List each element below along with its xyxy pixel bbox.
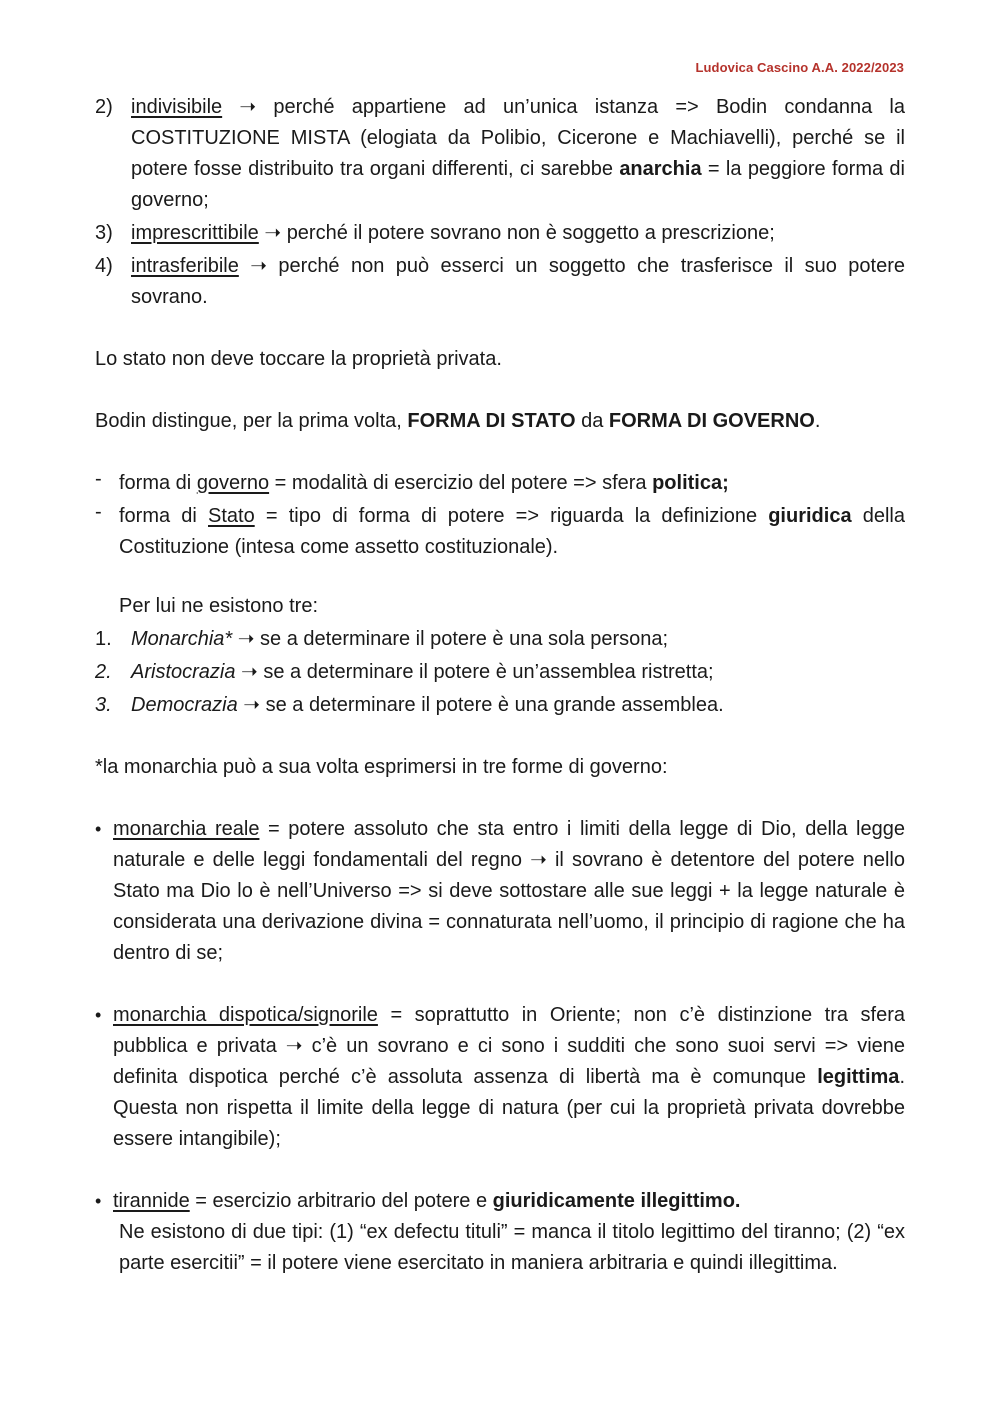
page-header: Ludovica Cascino A.A. 2022/2023 <box>695 60 904 75</box>
forms-intro: Per lui ne esistono tre: <box>119 595 318 617</box>
arrow-icon: ➝ <box>235 661 264 683</box>
bullet-text <box>113 814 905 969</box>
list-number: 3. <box>95 694 112 716</box>
item-text: perché non può esserci un soggetto che trasferisce il suo potere sovrano. <box>131 255 905 308</box>
list-number: 2. <box>95 661 112 683</box>
item-text: = la peggiore forma di governo; <box>131 158 906 211</box>
list-number: 2) <box>95 96 113 118</box>
bullet-item <box>95 1000 905 1155</box>
list-text <box>131 690 905 721</box>
dash-marker: - <box>95 468 102 490</box>
text: della Costituzione (intesa come assetto costituzionale). <box>119 505 905 558</box>
bullet-text <box>113 1186 905 1217</box>
bold-term: FORMA DI GOVERNO <box>608 410 815 432</box>
list-text <box>131 92 905 216</box>
term: monarchia dispotica/signorile <box>113 1004 378 1026</box>
item-text: se a determinare il potere è una grande assemblea. <box>265 694 724 716</box>
list-text <box>131 218 905 249</box>
dash-text <box>119 501 905 563</box>
list-item <box>95 624 905 655</box>
bullet-item <box>95 814 905 969</box>
list-number: 1. <box>95 628 112 650</box>
bold-term: legittima <box>817 1066 900 1088</box>
list-number: 3) <box>95 222 113 244</box>
dash-text <box>119 468 905 499</box>
list-text <box>131 251 905 313</box>
term: Stato <box>208 505 255 527</box>
bold-term: FORMA DI STATO <box>407 410 576 432</box>
bold-term: giuridicamente illegittimo. <box>492 1190 741 1212</box>
arrow-icon: ➝ <box>222 96 274 118</box>
dash-marker: - <box>95 501 102 523</box>
paragraph: Lo stato non deve toccare la proprietà privata. <box>95 348 502 370</box>
bold-term: giuridica <box>768 505 852 527</box>
item-text: perché il potere sovrano non è soggetto a prescrizione; <box>286 222 775 244</box>
list-text <box>131 657 905 688</box>
list-item <box>95 690 905 721</box>
list-text <box>131 624 905 655</box>
bullet-marker: • <box>95 1005 102 1025</box>
text: = tipo di forma di potere => riguarda la definizione <box>254 505 769 527</box>
item-text: se a determinare il potere è una sola persona; <box>260 628 669 650</box>
text: forma di <box>119 472 197 494</box>
text: . Questa non rispetta il limite della legge di natura (per cui la proprietà privata dovrebbe essere intangibile); <box>113 1066 905 1150</box>
tyranny-note: Ne esistono di due tipi: (1) “ex defectu tituli” = manca il titolo legittimo del tiranno; (2) “ex parte esercitii” = il potere viene esercitato in maniera arbitraria e quindi illegittima. <box>119 1221 905 1274</box>
document-body <box>95 92 905 1279</box>
text: da <box>575 410 609 432</box>
term: intrasferibile <box>131 255 239 277</box>
list-number: 4) <box>95 255 113 277</box>
arrow-icon: ➝ <box>237 694 266 716</box>
term: monarchia reale <box>113 818 260 840</box>
arrow-icon: ➝ <box>258 222 287 244</box>
item-text: se a determinare il potere è un’assemblea ristretta; <box>263 661 714 683</box>
list-item <box>95 92 905 216</box>
text: = modalità di esercizio del potere => sfera <box>269 472 653 494</box>
arrow-icon: ➝ <box>232 628 261 650</box>
text: = soprattutto in Oriente; non c’è distinzione tra sfera pubblica e privata ➝ c’è un sovrano e ci sono i sudditi che sono suoi servi => viene definita dispotica perché c’è assoluta assenza di libertà ma è comunque <box>113 1004 905 1088</box>
text: = esercizio arbitrario del potere e <box>189 1190 493 1212</box>
term: governo <box>196 472 270 494</box>
bold-term: politica; <box>652 472 729 494</box>
text: Bodin distingue, per la prima volta, <box>95 410 408 432</box>
text: forma di <box>119 505 208 527</box>
bullet-item <box>95 1186 905 1217</box>
paragraph <box>95 406 905 437</box>
term: indivisibile <box>131 96 223 118</box>
bullet-text <box>113 1000 905 1155</box>
text: = potere assoluto che sta entro i limiti della legge di Dio, della legge naturale e delle leggi fondamentali del regno ➝ il sovrano è detentore del potere nello Stato ma Dio lo è nell’Universo => si deve sottostare alle sue leggi + la legge naturale è considerata una derivazione divina = connaturata nell’uomo, il principio di ragione che ha dentro di se; <box>113 818 905 964</box>
list-item <box>95 218 905 249</box>
term: imprescrittibile <box>131 222 259 244</box>
bold-term: anarchia <box>619 158 702 180</box>
text: . <box>814 410 821 432</box>
term: tirannide <box>113 1190 190 1212</box>
list-item <box>95 251 905 313</box>
form-name: Aristocrazia <box>131 661 236 683</box>
item-text: perché appartiene ad un’unica istanza => Bodin condanna la COSTITUZIONE MISTA (elogiata da Polibio, Cicerone e Machiavelli), perché se il potere fosse distribuito tra organi differenti, ci sarebbe <box>131 96 905 180</box>
form-name: Monarchia* <box>131 628 233 650</box>
dash-item <box>95 468 905 499</box>
bullet-marker: • <box>95 819 102 839</box>
footnote: *la monarchia può a sua volta esprimersi in tre forme di governo: <box>95 756 668 778</box>
arrow-icon: ➝ <box>238 255 279 277</box>
dash-item <box>95 501 905 563</box>
list-item <box>95 657 905 688</box>
bullet-marker: • <box>95 1191 102 1211</box>
form-name: Democrazia <box>131 694 238 716</box>
